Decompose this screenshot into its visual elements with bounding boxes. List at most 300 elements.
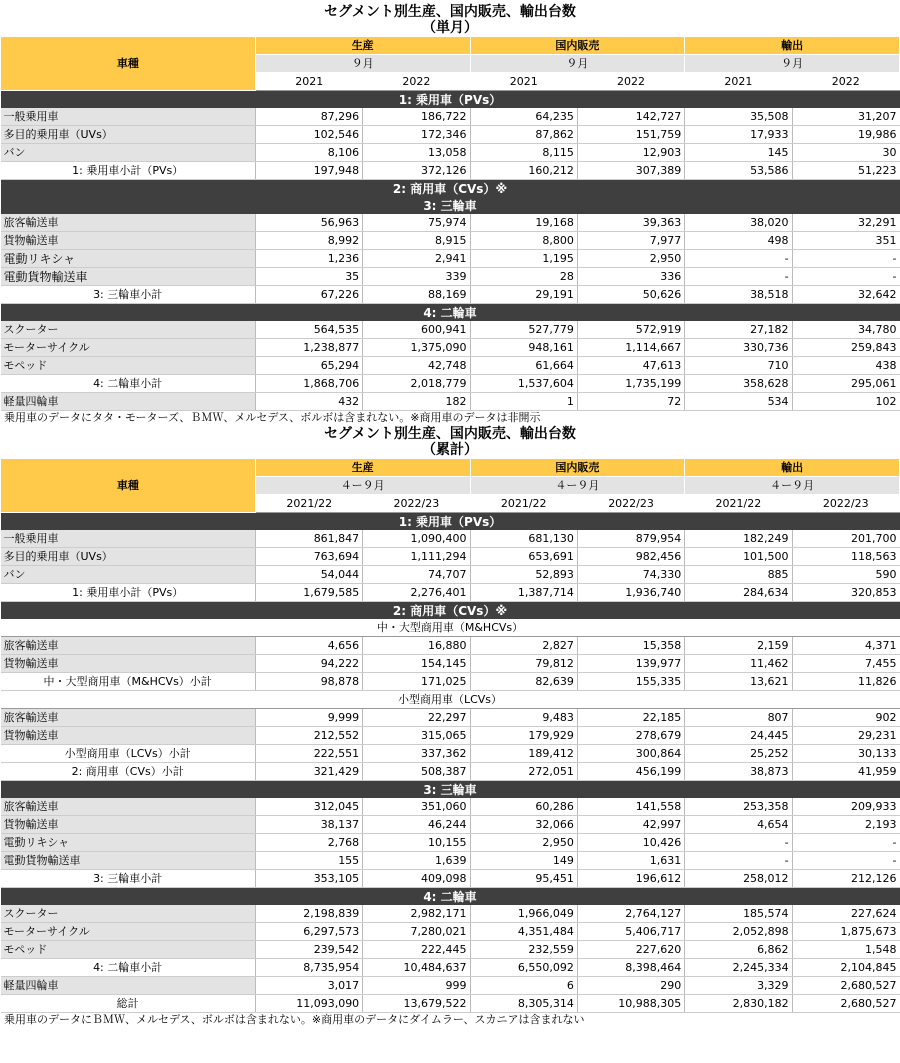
section-header: 2: 商用車（CVs）※ <box>1 180 900 198</box>
value-cell: 102,546 <box>255 126 362 144</box>
value-cell: 197,948 <box>255 162 362 180</box>
value-cell: 11,462 <box>685 655 792 673</box>
value-cell: 222,551 <box>255 745 362 763</box>
table-row <box>1 852 900 870</box>
value-cell: 861,847 <box>255 530 362 548</box>
value-cell: 42,997 <box>577 816 684 834</box>
value-cell: 95,451 <box>470 870 577 888</box>
value-cell: 61,664 <box>470 357 577 375</box>
export-header: 輸出 <box>685 459 900 477</box>
value-cell: 31,207 <box>792 108 899 126</box>
value-cell: 38,518 <box>685 286 792 304</box>
value-cell: 101,500 <box>685 548 792 566</box>
table-row <box>1 530 900 548</box>
production-header: 生産 <box>255 37 470 55</box>
vehicle-label: 総計 <box>1 995 256 1013</box>
value-cell: 1 <box>470 393 577 411</box>
value-cell: 139,977 <box>577 655 684 673</box>
value-cell: 2,680,527 <box>792 977 899 995</box>
value-cell: 30,133 <box>792 745 899 763</box>
value-cell: 320,853 <box>792 584 899 602</box>
value-cell: 15,358 <box>577 637 684 655</box>
value-cell: 4,654 <box>685 816 792 834</box>
value-cell: 16,880 <box>363 637 470 655</box>
table-row <box>1 250 900 268</box>
value-cell: 1,679,585 <box>255 584 362 602</box>
value-cell: 227,620 <box>577 941 684 959</box>
vehicle-type-header: 車種 <box>1 37 256 91</box>
table-row <box>1 798 900 816</box>
vehicle-label: 2: 商用車（CVs）小計 <box>1 763 256 781</box>
value-cell: 336 <box>577 268 684 286</box>
year-header: 2022/23 <box>363 495 470 513</box>
value-cell: 8,398,464 <box>577 959 684 977</box>
vehicle-label: モーターサイクル <box>1 339 256 357</box>
value-cell: 98,878 <box>255 673 362 691</box>
vehicle-label: 旅客輸送車 <box>1 214 256 232</box>
value-cell: 171,025 <box>363 673 470 691</box>
table-row <box>1 941 900 959</box>
value-cell: 982,456 <box>577 548 684 566</box>
subtotal-row <box>1 745 900 763</box>
value-cell: 29,231 <box>792 727 899 745</box>
year-header: 2022 <box>363 73 470 91</box>
value-cell: 321,429 <box>255 763 362 781</box>
value-cell: 39,363 <box>577 214 684 232</box>
vehicle-label: 小型商用車（LCVs）小計 <box>1 745 256 763</box>
value-cell: 3,017 <box>255 977 362 995</box>
year-header: 2021 <box>255 73 362 91</box>
value-cell: 2,276,401 <box>363 584 470 602</box>
vehicle-label: 貨物輸送車 <box>1 232 256 250</box>
value-cell: 22,297 <box>363 709 470 727</box>
year-header: 2022 <box>577 73 684 91</box>
value-cell: 142,727 <box>577 108 684 126</box>
period-header: ９月 <box>685 55 900 73</box>
vehicle-label: 電動リキシャ <box>1 834 256 852</box>
vehicle-label: 多目的乗用車（UVs） <box>1 126 256 144</box>
value-cell: 182,249 <box>685 530 792 548</box>
table-row <box>1 566 900 584</box>
vehicle-label: モーターサイクル <box>1 923 256 941</box>
value-cell: 4,351,484 <box>470 923 577 941</box>
value-cell: 12,903 <box>577 144 684 162</box>
value-cell: 300,864 <box>577 745 684 763</box>
value-cell: 295,061 <box>792 375 899 393</box>
value-cell: 534 <box>685 393 792 411</box>
domestic-sales-header: 国内販売 <box>470 37 685 55</box>
value-cell: 19,986 <box>792 126 899 144</box>
cumulative-footnote: 乗用車のデータにＢＭＷ、メルセデス、ボルボは含まれない。※商用車のデータにダイムラー、スカニアは含まれない <box>4 1013 585 1026</box>
value-cell: 8,800 <box>470 232 577 250</box>
value-cell: 10,988,305 <box>577 995 684 1013</box>
domestic-sales-header: 国内販売 <box>470 459 685 477</box>
value-cell: - <box>685 852 792 870</box>
value-cell: - <box>685 268 792 286</box>
vehicle-label: 軽量四輪車 <box>1 977 256 995</box>
value-cell: 259,843 <box>792 339 899 357</box>
value-cell: 155,335 <box>577 673 684 691</box>
value-cell: 179,929 <box>470 727 577 745</box>
vehicle-label: スクーター <box>1 321 256 339</box>
value-cell: 2,680,527 <box>792 995 899 1013</box>
value-cell: 232,559 <box>470 941 577 959</box>
value-cell: 1,875,673 <box>792 923 899 941</box>
value-cell: 10,426 <box>577 834 684 852</box>
vehicle-label: モペッド <box>1 357 256 375</box>
value-cell: 28 <box>470 268 577 286</box>
period-header: ９月 <box>255 55 470 73</box>
value-cell: 212,552 <box>255 727 362 745</box>
section-header: 4: 二輪車 <box>1 304 900 322</box>
value-cell: 32,642 <box>792 286 899 304</box>
vehicle-label: 中・大型商用車（M&HCVs）小計 <box>1 673 256 691</box>
value-cell: 67,226 <box>255 286 362 304</box>
value-cell: 172,346 <box>363 126 470 144</box>
value-cell: 2,198,839 <box>255 905 362 923</box>
value-cell: 10,155 <box>363 834 470 852</box>
value-cell: 222,445 <box>363 941 470 959</box>
vehicle-label: 一般乗用車 <box>1 530 256 548</box>
value-cell: 564,535 <box>255 321 362 339</box>
value-cell: 653,691 <box>470 548 577 566</box>
value-cell: 29,191 <box>470 286 577 304</box>
value-cell: 155 <box>255 852 362 870</box>
vehicle-label: 1: 乗用車小計（PVs） <box>1 584 256 602</box>
value-cell: 22,185 <box>577 709 684 727</box>
vehicle-label: 一般乗用車 <box>1 108 256 126</box>
value-cell: 307,389 <box>577 162 684 180</box>
table-row <box>1 834 900 852</box>
value-cell: 189,412 <box>470 745 577 763</box>
value-cell: 51,223 <box>792 162 899 180</box>
table-row <box>1 126 900 144</box>
value-cell: 54,044 <box>255 566 362 584</box>
value-cell: 7,455 <box>792 655 899 673</box>
value-cell: 75,974 <box>363 214 470 232</box>
subtotal-row <box>1 673 900 691</box>
value-cell: 2,018,779 <box>363 375 470 393</box>
year-header: 2021/22 <box>255 495 362 513</box>
vehicle-label: バン <box>1 144 256 162</box>
value-cell: 1,236 <box>255 250 362 268</box>
period-header: ４ー９月 <box>255 477 470 495</box>
value-cell: 2,245,334 <box>685 959 792 977</box>
table-row <box>1 321 900 339</box>
value-cell: 196,612 <box>577 870 684 888</box>
value-cell: 11,093,090 <box>255 995 362 1013</box>
value-cell: 590 <box>792 566 899 584</box>
value-cell: 253,358 <box>685 798 792 816</box>
value-cell: 9,483 <box>470 709 577 727</box>
value-cell: 32,066 <box>470 816 577 834</box>
value-cell: 227,624 <box>792 905 899 923</box>
section-header: 1: 乗用車（PVs） <box>1 513 900 531</box>
value-cell: 42,748 <box>363 357 470 375</box>
value-cell: 572,919 <box>577 321 684 339</box>
value-cell: 64,235 <box>470 108 577 126</box>
value-cell: 2,941 <box>363 250 470 268</box>
value-cell: 2,052,898 <box>685 923 792 941</box>
cumulative-title-text: セグメント別生産、国内販売、輸出台数 <box>324 426 576 442</box>
value-cell: 1,114,667 <box>577 339 684 357</box>
value-cell: 2,950 <box>577 250 684 268</box>
value-cell: 351 <box>792 232 899 250</box>
monthly-title-text: セグメント別生産、国内販売、輸出台数 <box>324 4 576 20</box>
value-cell: 1,548 <box>792 941 899 959</box>
value-cell: 3,329 <box>685 977 792 995</box>
subtotal-row <box>1 870 900 888</box>
value-cell: 5,406,717 <box>577 923 684 941</box>
value-cell: 38,020 <box>685 214 792 232</box>
table-row <box>1 214 900 232</box>
value-cell: 2,982,171 <box>363 905 470 923</box>
monthly-subtitle-text: （単月） <box>422 20 478 36</box>
value-cell: 432 <box>255 393 362 411</box>
value-cell: 498 <box>685 232 792 250</box>
table-row <box>1 727 900 745</box>
vehicle-label: 貨物輸送車 <box>1 727 256 745</box>
cumulative-subtitle-text: （累計） <box>422 442 478 458</box>
table-row <box>1 144 900 162</box>
value-cell: 30 <box>792 144 899 162</box>
value-cell: 13,621 <box>685 673 792 691</box>
year-header: 2021/22 <box>685 495 792 513</box>
table-row <box>1 977 900 995</box>
vehicle-label: 電動貨物輸送車 <box>1 268 256 286</box>
value-cell: - <box>792 852 899 870</box>
value-cell: 60,286 <box>470 798 577 816</box>
value-cell: 209,933 <box>792 798 899 816</box>
monthly-table <box>0 36 900 411</box>
subtotal-row <box>1 162 900 180</box>
value-cell: 38,137 <box>255 816 362 834</box>
monthly-footnote: 乗用車のデータにタタ・モーターズ、ＢＭＷ、メルセデス、ボルボは含まれない。※商用車のデータは非開示 <box>4 411 541 424</box>
value-cell: 1,966,049 <box>470 905 577 923</box>
year-header: 2021/22 <box>470 495 577 513</box>
value-cell: 9,999 <box>255 709 362 727</box>
value-cell: 1,387,714 <box>470 584 577 602</box>
value-cell: 372,126 <box>363 162 470 180</box>
value-cell: 527,779 <box>470 321 577 339</box>
value-cell: 2,104,845 <box>792 959 899 977</box>
year-header: 2021 <box>685 73 792 91</box>
value-cell: 600,941 <box>363 321 470 339</box>
value-cell: 438 <box>792 357 899 375</box>
value-cell: 284,634 <box>685 584 792 602</box>
monthly-title <box>0 0 900 36</box>
value-cell: 27,182 <box>685 321 792 339</box>
section-header: 2: 商用車（CVs）※ <box>1 602 900 620</box>
value-cell: 6 <box>470 977 577 995</box>
year-header: 2022/23 <box>577 495 684 513</box>
value-cell: 1,639 <box>363 852 470 870</box>
table-row <box>1 655 900 673</box>
value-cell: 948,161 <box>470 339 577 357</box>
subtotal-row <box>1 286 900 304</box>
vehicle-label: 3: 三輪車小計 <box>1 870 256 888</box>
value-cell: 35 <box>255 268 362 286</box>
vehicle-label: 軽量四輪車 <box>1 393 256 411</box>
value-cell: 11,826 <box>792 673 899 691</box>
vehicle-label: 貨物輸送車 <box>1 816 256 834</box>
production-header: 生産 <box>255 459 470 477</box>
value-cell: 151,759 <box>577 126 684 144</box>
vehicle-label: 旅客輸送車 <box>1 637 256 655</box>
value-cell: 807 <box>685 709 792 727</box>
vehicle-label: スクーター <box>1 905 256 923</box>
value-cell: 50,626 <box>577 286 684 304</box>
value-cell: 13,058 <box>363 144 470 162</box>
value-cell: 8,992 <box>255 232 362 250</box>
value-cell: 41,959 <box>792 763 899 781</box>
value-cell: 13,679,522 <box>363 995 470 1013</box>
value-cell: 879,954 <box>577 530 684 548</box>
value-cell: 8,115 <box>470 144 577 162</box>
value-cell: 65,294 <box>255 357 362 375</box>
grand-total-row <box>1 995 900 1013</box>
cumulative-table <box>0 458 900 1013</box>
value-cell: 35,508 <box>685 108 792 126</box>
value-cell: 1,195 <box>470 250 577 268</box>
vehicle-label: 1: 乗用車小計（PVs） <box>1 162 256 180</box>
value-cell: 2,830,182 <box>685 995 792 1013</box>
value-cell: 212,126 <box>792 870 899 888</box>
vehicle-label: 電動リキシャ <box>1 250 256 268</box>
period-header: ９月 <box>470 55 685 73</box>
value-cell: 8,305,314 <box>470 995 577 1013</box>
value-cell: 201,700 <box>792 530 899 548</box>
value-cell: 52,893 <box>470 566 577 584</box>
value-cell: 94,222 <box>255 655 362 673</box>
table-row <box>1 816 900 834</box>
value-cell: - <box>792 268 899 286</box>
value-cell: 1,936,740 <box>577 584 684 602</box>
value-cell: 763,694 <box>255 548 362 566</box>
value-cell: 154,145 <box>363 655 470 673</box>
vehicle-label: 4: 二輪車小計 <box>1 375 256 393</box>
section-header: 3: 三輪車 <box>1 781 900 799</box>
value-cell: 258,012 <box>685 870 792 888</box>
value-cell: 17,933 <box>685 126 792 144</box>
value-cell: 2,827 <box>470 637 577 655</box>
value-cell: 19,168 <box>470 214 577 232</box>
value-cell: 72 <box>577 393 684 411</box>
value-cell: 32,291 <box>792 214 899 232</box>
table-row <box>1 393 900 411</box>
table-row <box>1 357 900 375</box>
period-header: ４ー９月 <box>470 477 685 495</box>
value-cell: 87,862 <box>470 126 577 144</box>
value-cell: 25,252 <box>685 745 792 763</box>
value-cell: 1,631 <box>577 852 684 870</box>
vehicle-type-header: 車種 <box>1 459 256 513</box>
value-cell: 239,542 <box>255 941 362 959</box>
value-cell: 118,563 <box>792 548 899 566</box>
value-cell: 82,639 <box>470 673 577 691</box>
year-header: 2022/23 <box>792 495 899 513</box>
vehicle-label: 3: 三輪車小計 <box>1 286 256 304</box>
value-cell: 272,051 <box>470 763 577 781</box>
value-cell: 337,362 <box>363 745 470 763</box>
value-cell: 2,950 <box>470 834 577 852</box>
value-cell: 1,375,090 <box>363 339 470 357</box>
subtotal-row <box>1 959 900 977</box>
vehicle-label: 多目的乗用車（UVs） <box>1 548 256 566</box>
value-cell: 312,045 <box>255 798 362 816</box>
value-cell: 185,574 <box>685 905 792 923</box>
value-cell: 56,963 <box>255 214 362 232</box>
value-cell: 149 <box>470 852 577 870</box>
value-cell: 2,768 <box>255 834 362 852</box>
value-cell: 34,780 <box>792 321 899 339</box>
table-row <box>1 637 900 655</box>
value-cell: 409,098 <box>363 870 470 888</box>
value-cell: 1,735,199 <box>577 375 684 393</box>
value-cell: 353,105 <box>255 870 362 888</box>
vehicle-label: 旅客輸送車 <box>1 798 256 816</box>
value-cell: 6,862 <box>685 941 792 959</box>
value-cell: 79,812 <box>470 655 577 673</box>
value-cell: 2,764,127 <box>577 905 684 923</box>
value-cell: 290 <box>577 977 684 995</box>
value-cell: 74,707 <box>363 566 470 584</box>
value-cell: 999 <box>363 977 470 995</box>
value-cell: - <box>685 250 792 268</box>
value-cell: 8,915 <box>363 232 470 250</box>
value-cell: 141,558 <box>577 798 684 816</box>
value-cell: 6,550,092 <box>470 959 577 977</box>
value-cell: 1,238,877 <box>255 339 362 357</box>
table-row <box>1 268 900 286</box>
vehicle-label: 電動貨物輸送車 <box>1 852 256 870</box>
value-cell: 681,130 <box>470 530 577 548</box>
vehicle-label: モペッド <box>1 941 256 959</box>
value-cell: 87,296 <box>255 108 362 126</box>
subtotal-row <box>1 375 900 393</box>
value-cell: 2,193 <box>792 816 899 834</box>
value-cell: 88,169 <box>363 286 470 304</box>
year-header: 2021 <box>470 73 577 91</box>
value-cell: 1,090,400 <box>363 530 470 548</box>
value-cell: 38,873 <box>685 763 792 781</box>
value-cell: 10,484,637 <box>363 959 470 977</box>
value-cell: 339 <box>363 268 470 286</box>
value-cell: 2,159 <box>685 637 792 655</box>
table-row <box>1 339 900 357</box>
section-header: 3: 三輪車 <box>1 197 900 214</box>
value-cell: 182 <box>363 393 470 411</box>
subtotal-row <box>1 584 900 602</box>
cumulative-title <box>0 426 900 458</box>
value-cell: 160,212 <box>470 162 577 180</box>
period-header: ４ー９月 <box>685 477 900 495</box>
value-cell: 102 <box>792 393 899 411</box>
value-cell: 53,586 <box>685 162 792 180</box>
subtotal-row <box>1 763 900 781</box>
vehicle-label: 旅客輸送車 <box>1 709 256 727</box>
value-cell: 902 <box>792 709 899 727</box>
value-cell: 1,868,706 <box>255 375 362 393</box>
value-cell: 456,199 <box>577 763 684 781</box>
value-cell: 710 <box>685 357 792 375</box>
value-cell: 4,371 <box>792 637 899 655</box>
vehicle-label: バン <box>1 566 256 584</box>
export-header: 輸出 <box>685 37 900 55</box>
table-row <box>1 923 900 941</box>
table-row <box>1 709 900 727</box>
value-cell: 4,656 <box>255 637 362 655</box>
